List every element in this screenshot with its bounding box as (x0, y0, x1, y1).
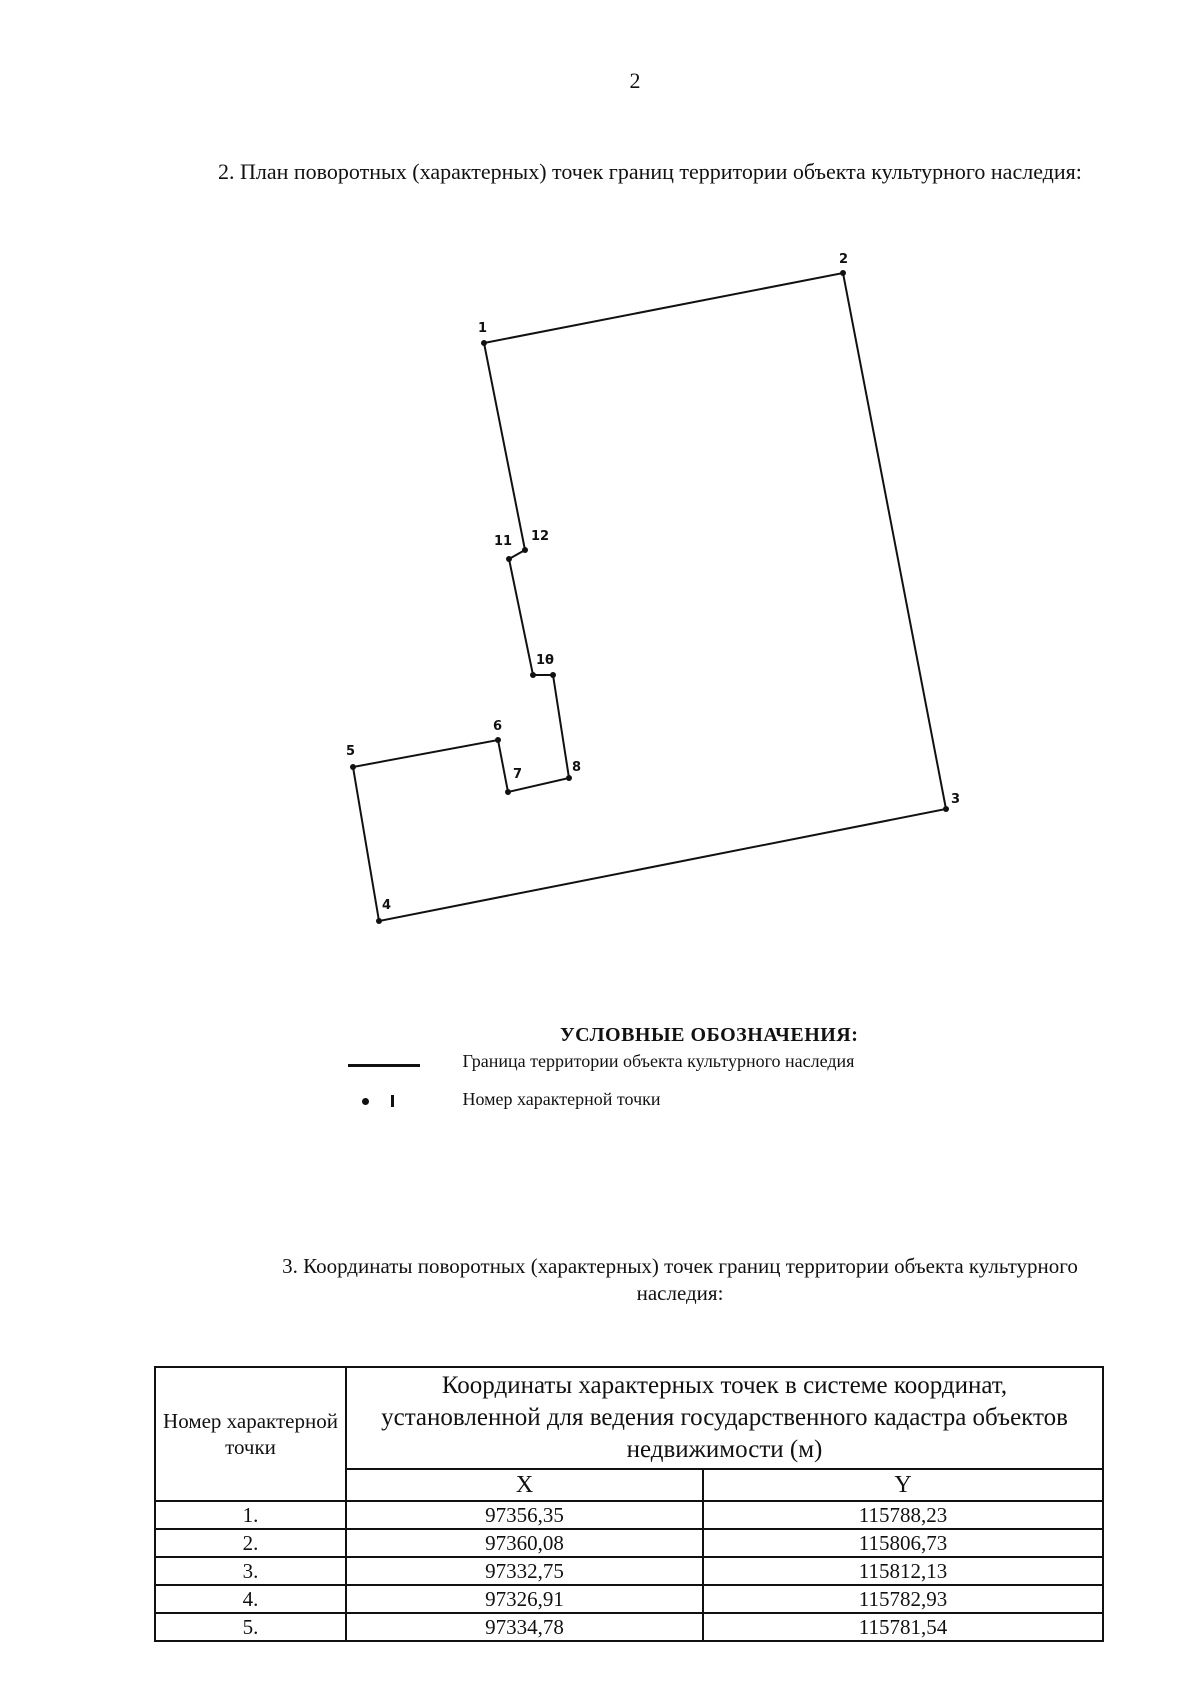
table-header-row (155, 1367, 1103, 1469)
point-2-marker (840, 270, 846, 276)
col-x-header: X (346, 1469, 703, 1501)
table-row (155, 1557, 1103, 1585)
point-7-label: 7 (513, 767, 523, 782)
legend-boundary-row (346, 1050, 854, 1072)
table-row (155, 1613, 1103, 1641)
col-y-header: Y (703, 1469, 1103, 1501)
col-number-header: Номер характерной точки (155, 1367, 346, 1501)
point-12-label: 12 (531, 529, 550, 544)
section-2-heading: 2. План поворотных (характерных) точек границ территории объекта культурного наследия: (218, 159, 1082, 184)
page-number: 2 (629, 68, 641, 93)
row-number: 1. (155, 1501, 346, 1529)
row-y: 115782,93 (703, 1585, 1103, 1613)
legend-point-row (346, 1088, 661, 1110)
row-number: 2. (155, 1529, 346, 1557)
table-row (155, 1529, 1103, 1557)
row-y: 115812,13 (703, 1557, 1103, 1585)
point-6-label: 6 (493, 719, 503, 734)
point-5-marker (350, 764, 356, 770)
point-2-label: 2 (839, 252, 849, 267)
col-coords-header: Координаты характерных точек в системе координат, установленной для ведения государственного кадастра объектов недвижимости (м) (346, 1367, 1103, 1469)
point-12-marker (522, 547, 528, 553)
row-y: 115788,23 (703, 1501, 1103, 1529)
coordinates-table (154, 1366, 1104, 1642)
point-1-marker (481, 340, 487, 346)
section-3-heading: 3. Координаты поворотных (характерных) точек границ территории объекта культурного наследия: (282, 1254, 1078, 1305)
point-4-label: 4 (382, 898, 392, 913)
legend-point-label: Номер характерной точки (462, 1089, 661, 1110)
row-x: 97332,75 (346, 1557, 703, 1585)
point-3-marker (943, 806, 949, 812)
row-number: 5. (155, 1613, 346, 1641)
boundary-line-symbol (348, 1064, 420, 1067)
point-3-label: 3 (951, 792, 961, 807)
point-1-label: 1 (478, 321, 488, 336)
point-5-label: 5 (346, 744, 356, 759)
row-number: 4. (155, 1585, 346, 1613)
point-4-marker (376, 918, 382, 924)
table-row (155, 1501, 1103, 1529)
point-10-label: 1θ (536, 653, 554, 668)
row-x: 97334,78 (346, 1613, 703, 1641)
point-number-symbol (391, 1095, 394, 1107)
point-8-marker (566, 775, 572, 781)
table-row (155, 1585, 1103, 1613)
row-x: 97360,08 (346, 1529, 703, 1557)
row-y: 115781,54 (703, 1613, 1103, 1641)
point-10-marker (550, 672, 556, 678)
point-10b-marker (530, 672, 536, 678)
row-x: 97326,91 (346, 1585, 703, 1613)
legend-title: УСЛОВНЫЕ ОБОЗНАЧЕНИЯ: (560, 1024, 859, 1046)
point-11-label: 11 (494, 534, 513, 549)
point-dot-symbol (362, 1098, 369, 1105)
row-y: 115806,73 (703, 1529, 1103, 1557)
boundary-polyline (353, 273, 946, 921)
point-6-marker (495, 737, 501, 743)
row-x: 97356,35 (346, 1501, 703, 1529)
legend-boundary-label: Граница территории объекта культурного наследия (462, 1051, 855, 1072)
point-8-label: 8 (572, 760, 582, 775)
point-7-marker (505, 789, 511, 795)
point-11-marker (506, 556, 512, 562)
row-number: 3. (155, 1557, 346, 1585)
